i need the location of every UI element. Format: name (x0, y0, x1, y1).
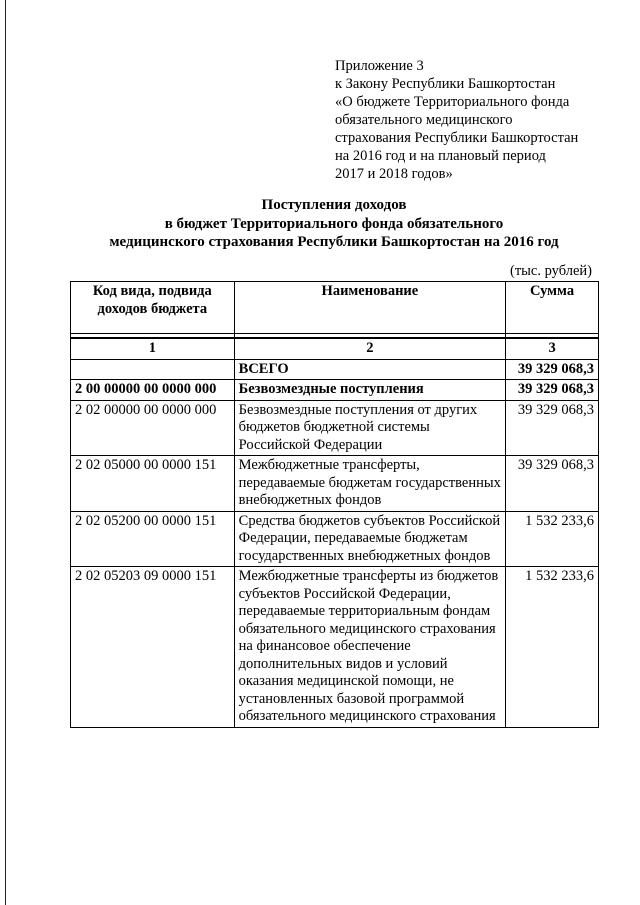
row-code: 2 00 00000 00 0000 000 (71, 380, 235, 401)
appendix-block (335, 57, 625, 183)
row-code (71, 359, 235, 380)
column-number: 2 (234, 338, 505, 359)
row-code: 2 02 05200 00 0000 151 (71, 511, 235, 567)
column-number: 3 (506, 338, 599, 359)
document-title (60, 196, 608, 252)
appendix-line: на 2016 год и на плановый период (335, 148, 546, 164)
units-label: (тыс. рублей) (510, 263, 592, 279)
page-left-border (5, 0, 6, 905)
row-code: 2 02 05000 00 0000 151 (71, 456, 235, 512)
row-name: Межбюджетные трансферты из бюджетов субъектов Российской Федерации, передаваемые территориальным фондам обязательного медицинского страхования на финансовое обеспечение дополнительных видов и условий оказания медицинской помощи, не установленных базовой программой обязательного медицинского страхования (234, 567, 505, 728)
header-code: Код вида, подвида доходов бюджета (71, 282, 235, 334)
row-sum: 39 329 068,3 (506, 456, 599, 512)
column-number: 1 (71, 338, 235, 359)
row-name: Безвозмездные поступления (234, 380, 505, 401)
appendix-line: Приложение 3 (335, 58, 424, 74)
appendix-line: «О бюджете Территориального фонда (335, 94, 570, 110)
row-name: Средства бюджетов субъектов Российской Федерации, передаваемые бюджетам государственных внебюджетных фондов (234, 511, 505, 567)
table-row (71, 567, 599, 728)
row-sum: 1 532 233,6 (506, 511, 599, 567)
appendix-line: к Закону Республики Башкортостан (335, 76, 556, 92)
row-name: ВСЕГО (234, 359, 505, 380)
row-sum: 39 329 068,3 (506, 359, 599, 380)
table-row (71, 511, 599, 567)
header-name: Наименование (234, 282, 505, 334)
row-sum: 1 532 233,6 (506, 567, 599, 728)
income-table (70, 281, 599, 728)
column-number-row (71, 338, 599, 359)
row-sum: 39 329 068,3 (506, 400, 599, 456)
title-line: медицинского страхования Республики Башкортостан на 2016 год (109, 234, 559, 250)
header-sum: Сумма (506, 282, 599, 334)
row-name: Межбюджетные трансферты, передаваемые бюджетам государственных внебюджетных фондов (234, 456, 505, 512)
appendix-line: страхования Республики Башкортостан (335, 130, 579, 146)
table-row (71, 456, 599, 512)
table-header-row (71, 282, 599, 334)
row-code: 2 02 00000 00 0000 000 (71, 400, 235, 456)
row-sum: 39 329 068,3 (506, 380, 599, 401)
appendix-line: обязательного медицинского (335, 112, 513, 128)
table-row (71, 400, 599, 456)
title-line: в бюджет Территориального фонда обязательного (164, 215, 504, 232)
table-row (71, 380, 599, 401)
table-row (71, 359, 599, 380)
appendix-line: 2017 и 2018 годов» (335, 166, 453, 182)
title-line: Поступления доходов (261, 197, 407, 213)
row-code: 2 02 05203 09 0000 151 (71, 567, 235, 728)
row-name: Безвозмездные поступления от других бюджетов бюджетной системы Российской Федерации (234, 400, 505, 456)
